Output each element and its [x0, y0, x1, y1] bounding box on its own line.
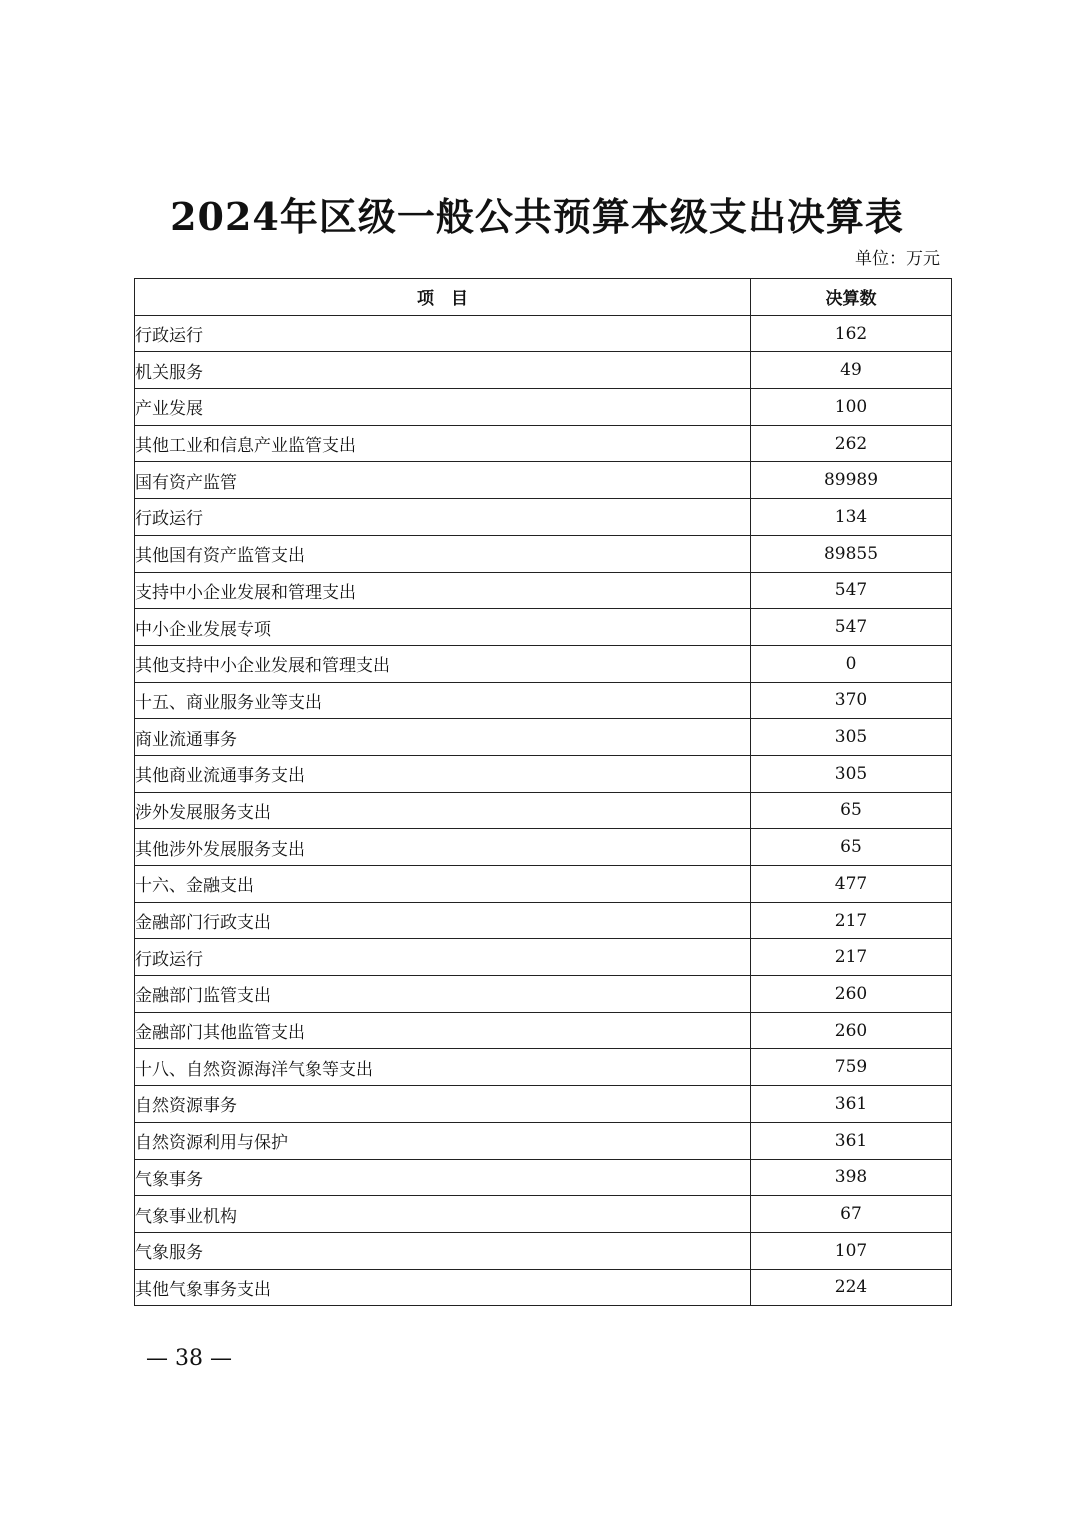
row-item-label: 行政运行 — [135, 315, 751, 352]
row-amount: 107 — [751, 1232, 952, 1269]
table-row — [135, 792, 952, 829]
row-amount: 547 — [751, 609, 952, 646]
row-amount: 134 — [751, 499, 952, 536]
table-row — [135, 462, 952, 499]
row-item-label: 金融部门监管支出 — [135, 976, 751, 1013]
row-amount: 260 — [751, 976, 952, 1013]
row-item-label: 机关服务 — [135, 352, 751, 389]
row-amount: 370 — [751, 682, 952, 719]
budget-table — [134, 278, 952, 1306]
table-row — [135, 389, 952, 426]
table-row — [135, 1196, 952, 1233]
row-item-label: 气象服务 — [135, 1232, 751, 1269]
table-row — [135, 939, 952, 976]
table-row — [135, 315, 952, 352]
row-amount: 759 — [751, 1049, 952, 1086]
table-row — [135, 1049, 952, 1086]
row-item-label: 其他支持中小企业发展和管理支出 — [135, 645, 751, 682]
row-amount: 162 — [751, 315, 952, 352]
row-item-label: 商业流通事务 — [135, 719, 751, 756]
row-item-label: 其他商业流通事务支出 — [135, 755, 751, 792]
table-row — [135, 645, 952, 682]
table-row — [135, 572, 952, 609]
row-item-label: 其他涉外发展服务支出 — [135, 829, 751, 866]
page-title: 2024年区级一般公共预算本级支出决算表 — [170, 194, 904, 239]
row-item-label: 气象事务 — [135, 1159, 751, 1196]
row-item-label: 中小企业发展专项 — [135, 609, 751, 646]
row-item-label: 支持中小企业发展和管理支出 — [135, 572, 751, 609]
row-amount: 547 — [751, 572, 952, 609]
table-row — [135, 1232, 952, 1269]
row-item-label: 其他工业和信息产业监管支出 — [135, 425, 751, 462]
table-row — [135, 682, 952, 719]
row-item-label: 金融部门其他监管支出 — [135, 1012, 751, 1049]
header-item: 项 目 — [135, 279, 751, 316]
row-item-label: 行政运行 — [135, 499, 751, 536]
row-amount: 224 — [751, 1269, 952, 1306]
table-row — [135, 1159, 952, 1196]
row-item-label: 涉外发展服务支出 — [135, 792, 751, 829]
table-row — [135, 1122, 952, 1159]
row-amount: 49 — [751, 352, 952, 389]
row-amount: 217 — [751, 902, 952, 939]
row-item-label: 行政运行 — [135, 939, 751, 976]
table-row — [135, 902, 952, 939]
row-item-label: 其他国有资产监管支出 — [135, 535, 751, 572]
row-amount: 361 — [751, 1086, 952, 1123]
unit-label: 单位：万元 — [855, 249, 940, 269]
row-amount: 398 — [751, 1159, 952, 1196]
row-amount: 65 — [751, 792, 952, 829]
row-item-label: 自然资源利用与保护 — [135, 1122, 751, 1159]
row-amount: 305 — [751, 719, 952, 756]
table-row — [135, 719, 952, 756]
row-amount: 0 — [751, 645, 952, 682]
row-item-label: 产业发展 — [135, 389, 751, 426]
table-row — [135, 1086, 952, 1123]
table-row — [135, 755, 952, 792]
table-row — [135, 1012, 952, 1049]
table-row — [135, 425, 952, 462]
table-row — [135, 829, 952, 866]
row-item-label: 十六、金融支出 — [135, 866, 751, 903]
table-header-row — [135, 279, 952, 316]
row-amount: 305 — [751, 755, 952, 792]
row-amount: 217 — [751, 939, 952, 976]
row-amount: 100 — [751, 389, 952, 426]
table-row — [135, 609, 952, 646]
table-body — [135, 315, 952, 1306]
row-item-label: 自然资源事务 — [135, 1086, 751, 1123]
row-item-label: 十五、商业服务业等支出 — [135, 682, 751, 719]
row-amount: 65 — [751, 829, 952, 866]
row-amount: 89989 — [751, 462, 952, 499]
row-item-label: 气象事业机构 — [135, 1196, 751, 1233]
table-row — [135, 352, 952, 389]
page-number: — 38 — — [146, 1346, 232, 1371]
row-item-label: 国有资产监管 — [135, 462, 751, 499]
row-amount: 89855 — [751, 535, 952, 572]
table-row — [135, 499, 952, 536]
table-row — [135, 535, 952, 572]
row-amount: 260 — [751, 1012, 952, 1049]
table-row — [135, 1269, 952, 1306]
header-amount: 决算数 — [751, 279, 952, 316]
row-item-label: 十八、自然资源海洋气象等支出 — [135, 1049, 751, 1086]
row-item-label: 其他气象事务支出 — [135, 1269, 751, 1306]
row-amount: 361 — [751, 1122, 952, 1159]
row-amount: 67 — [751, 1196, 952, 1233]
table-row — [135, 866, 952, 903]
table-row — [135, 976, 952, 1013]
row-item-label: 金融部门行政支出 — [135, 902, 751, 939]
row-amount: 262 — [751, 425, 952, 462]
row-amount: 477 — [751, 866, 952, 903]
